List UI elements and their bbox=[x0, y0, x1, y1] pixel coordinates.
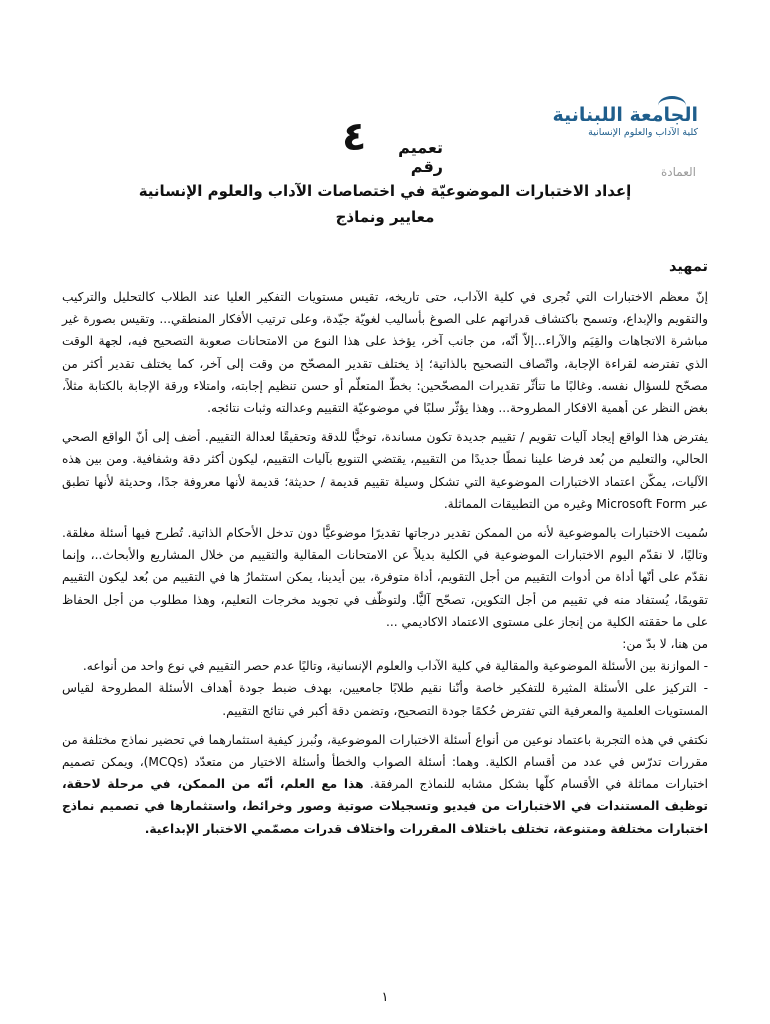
deanship-label: العمادة bbox=[660, 165, 696, 179]
bullet-1: - الموازنة بين الأسئلة الموضوعية والمقالية في كلية الآداب والعلوم الإنسانية، وتاليًا عدم حصر التقييم في نوع واحد من أنواعه. bbox=[82, 659, 708, 674]
final-normal-text: نكتفي في هذه التجربة باعتماد نوعين من أنواع أسئلة الاختبارات الموضوعية، ونُبرز كيفية استثمارهما في تحضير نماذج مختلفة من مقررات تدرّس في عدد من أقسام الكلية. وهما: أسئلة الصواب والخطأ وأسئلة الاختيار من متعدّد (MCQs)، ويمكن تصميم اختبارات مماثلة في الأقسام كلّها بشكل مشابه للنماذج المرفقة. bbox=[62, 732, 708, 792]
section-heading: تمهيد bbox=[668, 259, 708, 275]
title-line-2: معايير ونماذج bbox=[335, 208, 435, 226]
bullet-2: - التركيز على الأسئلة المثيرة للتفكير خاصة وأنّنا نقيم طلابًا جامعيين، بهدف ضبط جودة أهداف الأسئلة المطروحة لقياس المستويات العلمية والمعرفية التي تفترض حُكمًا جودة التصحيح، وتضمن دقة أكبر في نتائج التقييم. bbox=[62, 681, 708, 718]
paragraph-4: من هنا، لا بدّ من: bbox=[622, 637, 708, 652]
circular-label: تعميم رقم bbox=[398, 138, 443, 176]
document-title bbox=[60, 178, 710, 230]
paragraph-2: يفترض هذا الواقع إيجاد آليات تقويم / تقييم جديدة تكون مساندة، توخيًّا للدقة وتحقيقًا لعدالة التقييم. أضف إلى أنّ الواقع الصحي الحالي، والتعليم من بُعد فرضا علينا نمطًا جديدًا من التقييم، يقتضي التنويع بآليات التقييم، ليكون أكثر دقة وشفافية. ومن بين هذه الآليات، يمكّن اعتماد الاختبارات الموضوعية التي تشكل وسيلة تقييم قديمة / حديثة؛ قديمة لأنها معروفة جدًا، وحديثة لأنها تطبق عبر Microsoft Form وغيره من التطبيقات المماثلة. bbox=[62, 430, 708, 511]
title-line-1: إعداد الاختبارات الموضوعيّة في اختصاصات الآداب والعلوم الإنسانية bbox=[138, 182, 632, 200]
logo-title: الجامعة اللبنانية bbox=[552, 104, 698, 126]
paragraph-3: سُميت الاختبارات بالموضوعية لأنه من الممكن تقدير درجاتها تقديرًا موضوعيًّا دون تدخل الأحكام الذاتية. تُطرح فيها أسئلة مغلقة. وتاليًا، لا نقدّم اليوم الاختبارات الموضوعية في الكلية بديلاً عن الامتحانات المقالية والتقييم من خلال المشاريع والأبحاث..، وإنما نقدّم على أنّها أداة من أدوات التقييم من أجل التقويم، أداة متوفرة، بين أيدينا، يمكن استثمارُ ها في التقييم من بُعد ليكون التقييم تقويمًا، يُستفاد منه في تقييم من أجل التكوين، تصحّح آليًّا. ولتوظّف في تجويد مخرجات التعليم، وهذا مطلوب من أجل الحفاظ على ما حققته الكلية من إنجاز على مستوى الاعتماد الاكاديمي ... bbox=[62, 526, 708, 629]
document-body bbox=[62, 286, 708, 847]
page-number: ١ bbox=[381, 990, 389, 1005]
paragraph-1: إنّ معظم الاختبارات التي تُجرى في كلية الآداب، حتى تاريخه، تقيس مستويات التفكير العليا عند الطلاب كالتحليل والتركيب والتقويم والإبداع، وتسمح باكتشاف قدراتهم على الصوغ بأساليب لغويّة جيّدة، وعلى ترتيب الأفكار المنطقي... وتقيس بصورة غير مباشرة الاتجاهات والقِيَم والآراء...إلاّ أنّه، من جانب آخر، يؤخذ على هذا النوع من الامتحانات صعوبة التصحيح فيه، لجهة الوقت الذي تفترضه لقراءة الإجابة، واتّصاف التصحيح بالذاتية؛ إذ يختلف تقدير المصحّح من وقت إلى آخر، كما يختلف تقدير أكثر من مصحّح للسؤال نفسه. وغالبًا ما تتأثّر تقديرات المصحّحين: بخطّ المتعلّم أو حسن تنظيم إجابته، وامتلاء ورقة الإجابة بالكتابة مثلاً، بغض النظر عن أهمية الافكار المطروحة... وهذا يؤثّر سلبًا في موضوعيّة التقييم وعدالته وثبات نتائجه. bbox=[62, 290, 708, 416]
logo-arc-icon bbox=[658, 96, 686, 115]
logo-subtitle: كلية الآداب والعلوم الإنسانية bbox=[588, 127, 698, 138]
final-bold-text: هذا مع العلم، أنّه من الممكن، في مرحلة لاحقة، توظيف المستندات في الاختبارات من فيديو وتسجيلات صوتية وصور وخرائط، واستثمارها في تصميم نماذج اختبارات مختلفة ومتنوعة، تختلف باختلاف المقررات واختلاف قدرات مصمّمي الاختبار الإبداعية. bbox=[62, 777, 708, 836]
circular-number: ٤ bbox=[342, 114, 367, 160]
paragraph-final bbox=[62, 729, 708, 840]
